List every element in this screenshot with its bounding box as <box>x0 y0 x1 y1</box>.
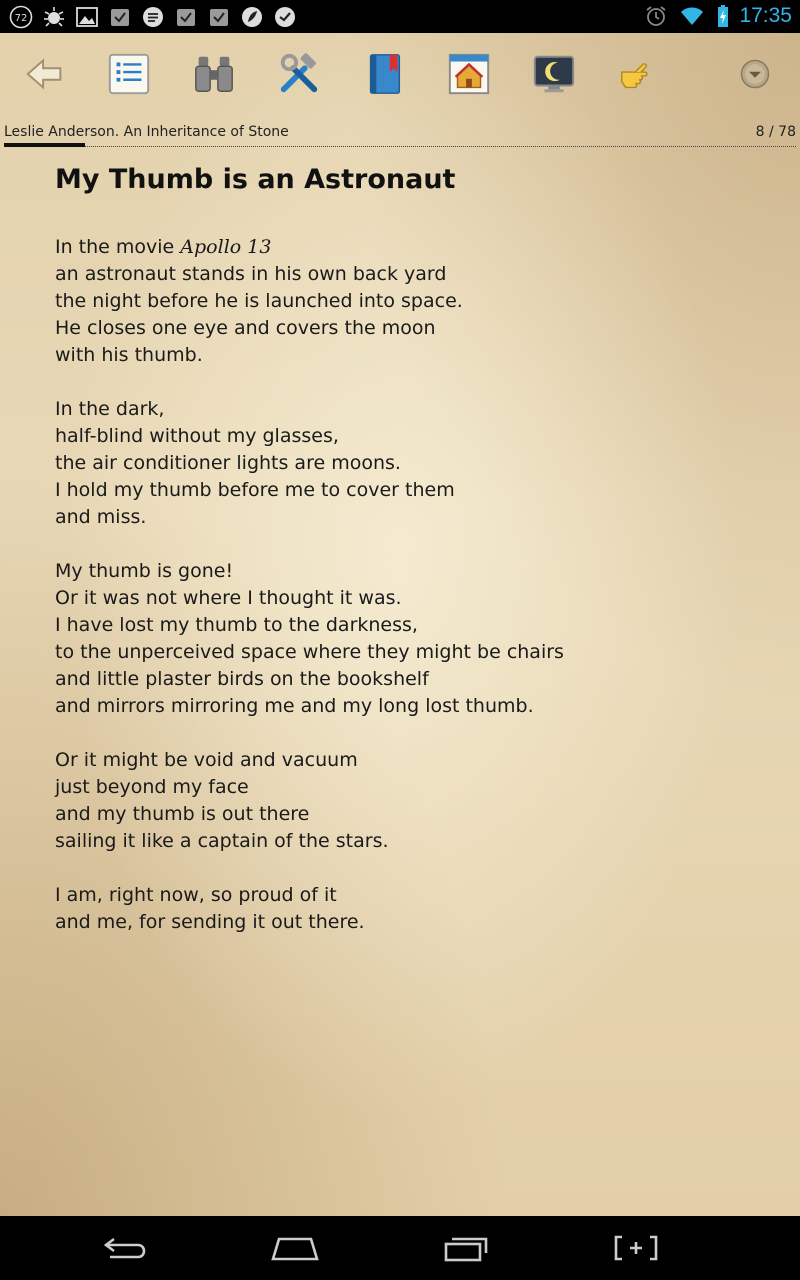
home-nav-button[interactable] <box>265 1230 325 1266</box>
poem-line: In the dark, <box>55 398 165 420</box>
poem-line: and mirrors mirroring me and my long lost thumb. <box>55 695 534 717</box>
poem-line: I hold my thumb before me to cover them <box>55 479 455 501</box>
stanza <box>55 558 775 720</box>
back-button[interactable] <box>20 49 70 99</box>
poem-body <box>55 234 775 936</box>
stanza <box>55 396 775 531</box>
chat-icon <box>140 4 166 30</box>
back-arrow-icon <box>22 51 68 97</box>
library-button[interactable] <box>444 49 494 99</box>
chevron-down-circle-icon <box>737 56 773 92</box>
system-status <box>643 3 792 29</box>
contents-button[interactable] <box>104 49 154 99</box>
download-done-icon <box>206 4 232 30</box>
binoculars-icon <box>191 51 237 97</box>
poem-line: the air conditioner lights are moons. <box>55 452 401 474</box>
search-button[interactable] <box>189 49 239 99</box>
leaf-icon <box>239 4 265 30</box>
download-done-icon <box>107 4 133 30</box>
recents-nav-icon <box>440 1233 492 1263</box>
pointing-hand-icon <box>616 51 662 97</box>
poem-line: My thumb is gone! <box>55 560 234 582</box>
page-turn-button[interactable] <box>614 49 664 99</box>
poem-line: half-blind without my glasses, <box>55 425 339 447</box>
stanza <box>55 882 775 936</box>
screenshot-nav-icon <box>610 1233 662 1263</box>
status-bar <box>0 0 800 33</box>
reader-page[interactable] <box>0 33 800 1216</box>
book-title: Leslie Anderson. An Inheritance of Stone <box>4 124 289 140</box>
navigation-bar <box>0 1216 800 1280</box>
poem-line: just beyond my face <box>55 776 249 798</box>
home-nav-icon <box>269 1233 321 1263</box>
reading-progress-bar[interactable] <box>4 143 796 147</box>
poem-line: Or it was not where I thought it was. <box>55 587 402 609</box>
debug-bug-icon <box>41 4 67 30</box>
reader-toolbar <box>0 33 800 117</box>
poem-line: and my thumb is out there <box>55 803 310 825</box>
stanza <box>55 234 775 369</box>
settings-button[interactable] <box>274 49 324 99</box>
bookmarks-button[interactable] <box>359 49 409 99</box>
check-circle-icon <box>272 4 298 30</box>
download-done-icon <box>173 4 199 30</box>
alarm-icon <box>643 3 669 29</box>
battery-charging-icon <box>715 3 731 29</box>
poem-line: with his thumb. <box>55 344 203 366</box>
badge-number: 72 <box>14 13 28 24</box>
night-mode-button[interactable] <box>529 49 579 99</box>
poem-line: and miss. <box>55 506 147 528</box>
list-icon <box>106 51 152 97</box>
poem-line: and little plaster birds on the bookshelf <box>55 668 429 690</box>
poem-line: the night before he is launched into space. <box>55 290 463 312</box>
book-icon <box>361 51 407 97</box>
poem-line: In the movie Apollo 13 <box>55 236 272 258</box>
notification-icons <box>8 4 298 30</box>
poem-line: sailing it like a captain of the stars. <box>55 830 389 852</box>
reading-progress-fill <box>4 143 85 147</box>
poem-line: Or it might be void and vacuum <box>55 749 358 771</box>
stanza <box>55 747 775 855</box>
recents-nav-button[interactable] <box>436 1230 496 1266</box>
wifi-icon <box>677 3 707 29</box>
page-indicator: 8 / 78 <box>755 124 796 140</box>
screenshot-nav-button[interactable] <box>606 1230 666 1266</box>
home-icon <box>446 51 492 97</box>
moon-monitor-icon <box>531 51 577 97</box>
poem-line: He closes one eye and covers the moon <box>55 317 436 339</box>
poem-title: My Thumb is an Astronaut <box>55 164 456 195</box>
poem-line: I have lost my thumb to the darkness, <box>55 614 418 636</box>
poem-line: and me, for sending it out there. <box>55 911 365 933</box>
page-content <box>55 163 775 963</box>
poem-line: to the unperceived space where they might be chairs <box>55 641 564 663</box>
clock: 17:35 <box>739 4 792 27</box>
back-nav-icon <box>100 1233 152 1263</box>
poem-line: an astronaut stands in his own back yard <box>55 263 447 285</box>
gallery-icon <box>74 4 100 30</box>
back-nav-button[interactable] <box>96 1230 156 1266</box>
poem-line: I am, right now, so proud of it <box>55 884 337 906</box>
count-badge-icon <box>8 4 34 30</box>
tools-icon <box>276 51 322 97</box>
more-button[interactable] <box>730 49 780 99</box>
